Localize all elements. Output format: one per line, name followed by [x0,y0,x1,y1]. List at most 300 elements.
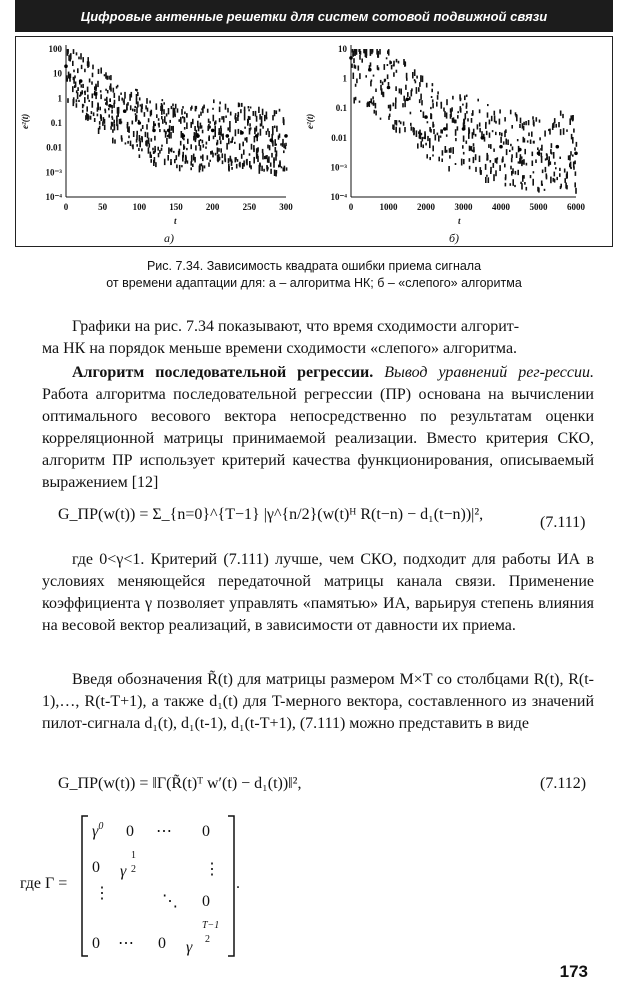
data-point [438,135,440,141]
data-point [250,165,252,169]
figure-caption [15,258,613,292]
data-point [186,113,188,118]
data-point [398,61,400,64]
data-point [570,151,572,155]
data-point [510,166,512,170]
data-point [503,141,505,144]
data-point [387,64,389,66]
data-point [511,154,513,158]
data-point [111,110,113,114]
data-point [174,111,176,116]
data-point [235,113,237,116]
data-point [75,82,77,88]
data-point [127,122,129,125]
data-point [249,123,251,126]
data-point [146,124,148,129]
data-point [184,112,186,115]
data-point [119,119,121,124]
data-point [485,164,487,170]
data-point [128,136,130,139]
data-point [116,116,118,122]
y-tick-label: 10⁻⁴ [45,192,62,202]
data-point [533,171,535,173]
data-point [469,158,471,162]
data-point [190,144,192,149]
data-point [202,140,204,144]
data-point [396,70,398,73]
data-point [569,155,571,161]
data-point [559,168,561,171]
y-tick-label: 10 [53,68,62,79]
data-point [275,147,277,152]
data-point [132,109,134,112]
data-point [510,144,512,146]
data-point [400,89,402,95]
data-point [92,94,94,99]
data-point [84,69,86,73]
data-point [148,118,150,122]
x-tick-label: 2000 [417,202,435,212]
paragraph-1-line-2: ма НК на порядок меньше времени сходимости «слепого» алгоритма. [42,340,518,357]
data-point [220,140,222,144]
data-point [161,116,163,119]
data-point [396,120,398,125]
data-point [416,76,418,79]
data-point [355,84,357,87]
data-point [568,155,570,160]
data-point [274,170,276,176]
data-point [407,92,409,97]
data-point [442,150,444,155]
data-point [539,120,541,123]
data-point [159,150,161,154]
y-tick-label: 10⁻⁴ [330,192,347,202]
data-point [550,161,552,165]
data-point [225,116,227,118]
data-point [169,132,171,139]
data-point [73,77,75,80]
data-point [136,135,138,140]
data-point [86,116,88,118]
data-point [517,139,519,141]
data-point [97,81,99,87]
data-point [228,158,230,163]
data-point [375,111,377,116]
data-point [389,114,391,117]
data-point [546,157,548,160]
data-point [248,109,250,111]
data-point [100,68,102,74]
data-point [132,145,134,148]
data-point [500,137,502,143]
data-point [548,160,550,166]
data-point [553,152,555,159]
data-point [149,143,151,147]
series-point [64,64,68,68]
data-point [257,156,259,162]
series-point [211,129,215,133]
data-point [469,166,471,170]
section-subtitle: Вывод уравнений рег-рессии. [384,364,594,381]
data-point [377,65,379,69]
data-point [194,126,196,131]
section-title: Алгоритм последовательной регрессии. [72,364,374,381]
paragraph-1 [42,316,594,360]
data-point [395,97,397,103]
data-point [432,83,434,86]
data-point [72,61,74,66]
data-point [495,121,497,124]
data-point [220,148,222,152]
data-point [139,154,141,158]
data-point [378,51,380,58]
data-point [213,115,215,122]
data-point [361,59,363,63]
data-point [73,70,75,73]
data-point [100,114,102,119]
data-point [178,119,180,122]
data-point [387,74,389,79]
panel-a-xlabel: t [174,216,177,226]
data-point [272,126,274,130]
data-point [210,152,212,155]
data-point [393,103,395,107]
data-point [247,119,249,123]
data-point [370,98,372,103]
data-point [136,107,138,113]
data-point [175,104,177,109]
data-point [146,98,148,104]
data-point [67,49,69,52]
data-point [87,95,89,100]
data-point [202,130,204,134]
data-point [173,108,175,114]
data-point [217,147,219,154]
data-point [280,143,282,145]
matrix-period: . [236,875,240,892]
data-point [539,137,541,140]
data-point [162,99,164,101]
data-point [91,111,93,114]
data-point [190,107,192,111]
data-point [531,132,533,137]
data-point [100,94,102,99]
data-point [537,147,539,150]
data-point [255,111,257,117]
data-point [176,155,178,160]
svg-text:γ: γ [186,939,193,956]
data-point [432,99,434,102]
series-point [349,56,353,60]
data-point [559,173,561,177]
data-point [449,155,451,158]
svg-text:1: 1 [131,850,136,861]
data-point [156,103,158,109]
data-point [81,65,83,69]
data-point [523,126,525,131]
data-point [212,108,214,110]
data-point [380,85,382,91]
data-point [203,105,205,109]
data-point [432,122,434,128]
series-point [255,134,259,138]
data-point [411,90,413,96]
data-point [270,169,272,174]
data-point [455,138,457,141]
data-point [90,116,92,120]
equation-7-111-number: (7.111) [540,514,586,531]
data-point [105,110,107,114]
data-point [574,147,576,150]
data-point [235,157,237,162]
data-point [383,92,385,97]
x-tick-label: 4000 [492,202,510,212]
data-point [230,112,232,116]
data-point [223,116,225,122]
data-point [352,53,354,56]
svg-text:2: 2 [131,864,136,875]
data-point [438,157,440,162]
panel-a-ylabel: e²(t) [20,113,30,129]
data-point [466,95,468,97]
data-point [68,55,70,61]
data-point [249,116,251,120]
data-point [521,161,523,166]
data-point [190,122,192,128]
data-point [184,127,186,130]
data-point [241,103,243,107]
data-point [463,136,465,142]
data-point [358,66,360,71]
data-point [532,116,534,119]
data-point [429,143,431,148]
data-point [226,143,228,150]
data-point [147,108,149,112]
data-point [244,127,246,129]
data-point [260,123,262,126]
data-point [402,103,404,107]
y-tick-label: 0.1 [335,103,347,114]
data-point [360,51,362,55]
data-point [548,156,550,161]
data-point [107,90,109,93]
svg-text:γ0: $\gamma^0$ [92,821,104,840]
data-point [394,120,396,125]
data-point [228,164,230,171]
panel-b-label: б) [449,231,460,245]
data-point [393,72,395,77]
data-point [473,150,475,153]
data-point [493,163,495,168]
data-point [433,129,435,134]
data-point [205,147,207,149]
data-point [276,170,278,174]
data-point [373,103,375,106]
svg-text:0: 0 [202,893,210,910]
data-point [359,55,361,60]
data-point [479,123,481,127]
data-point [552,126,554,131]
x-tick-label: 6000 [567,202,585,212]
data-point [229,121,231,128]
data-point [257,147,259,151]
data-point [114,139,116,143]
data-point [219,102,221,105]
series-point [94,92,98,96]
data-point [393,125,395,130]
data-point [514,185,516,187]
data-point [420,75,422,82]
data-point [166,113,168,116]
data-point [409,97,411,101]
data-point [181,165,183,167]
data-point [423,112,425,118]
data-point [121,138,123,142]
data-point [572,155,574,157]
data-point [87,114,89,121]
data-point [262,153,264,160]
data-point [415,81,417,84]
data-point [217,155,219,161]
data-point [371,80,373,82]
data-point [236,164,238,169]
data-point [267,128,269,131]
data-point [121,98,123,101]
data-point [406,78,408,81]
data-point [192,119,194,125]
y-tick-label: 1 [57,93,62,104]
data-point [446,113,448,119]
data-point [180,117,182,120]
series-point [387,86,391,90]
data-point [219,107,221,113]
data-point [225,104,227,110]
data-point [490,160,492,163]
data-point [466,111,468,114]
data-point [479,109,481,113]
data-point [271,134,273,139]
data-point [208,137,210,141]
data-point [267,158,269,162]
data-point [405,62,407,67]
data-point [194,157,196,163]
data-point [91,81,93,84]
data-point [507,140,509,146]
series-point [152,129,156,133]
data-point [239,163,241,167]
data-point [463,159,465,164]
data-point [87,87,89,93]
data-point [417,143,419,148]
data-point [72,86,74,92]
data-point [139,97,141,100]
data-point [353,58,355,63]
x-tick-label: 300 [279,202,293,212]
data-point [73,49,75,54]
data-point [139,141,141,148]
data-point [576,142,578,147]
data-point [110,88,112,92]
data-point [435,135,437,141]
data-point [473,129,475,136]
series-point [537,152,541,156]
data-point [556,177,558,180]
data-point [560,111,562,116]
data-point [249,153,251,155]
data-point [222,160,224,164]
data-point [511,171,513,176]
data-point [154,146,156,152]
data-point [84,91,86,93]
data-point [145,132,147,137]
data-point [67,98,69,103]
data-point [462,104,464,106]
data-point [150,159,152,163]
data-point [181,109,183,115]
paragraph-4: Введя обозначения R̃(t) для матрицы размером M×T со столбцами R(t), R(t-1),…, R(t-T+1), а также d₁(t) для T-мерного вектора, составленного из значений пилот-сигнала d₁(t), d₁(t-1), d₁(t-T+1), (7.111) можно представить в виде [42,671,594,732]
data-point [517,170,519,175]
data-point [437,95,439,100]
x-tick-label: 200 [205,202,220,212]
data-point [161,145,163,147]
x-tick-label: 50 [98,202,108,212]
data-point [104,119,106,124]
data-point [92,101,94,108]
data-point [150,155,152,159]
data-point [425,143,427,146]
data-point [138,148,140,151]
data-point [574,161,576,165]
data-point [135,89,137,91]
data-point [112,138,114,144]
data-point [489,133,491,138]
data-point [190,161,192,165]
data-point [403,96,405,101]
data-point [491,116,493,121]
data-point [410,123,412,126]
data-point [541,156,543,163]
panel-b-xlabel: t [458,216,461,226]
data-point [566,174,568,179]
data-point [182,116,184,118]
caption-line-2: от времени адаптации для: а – алгоритма НК; б – «слепого» алгоритма [106,276,522,290]
data-point [209,160,211,162]
data-point [219,136,221,140]
data-point [374,110,376,114]
data-point [545,158,547,160]
data-point [94,118,96,122]
data-point [244,138,246,141]
data-point [267,167,269,170]
data-point [222,153,224,158]
data-point [123,101,125,103]
data-point [93,112,95,116]
data-point [575,171,577,176]
data-point [427,121,429,123]
x-tick-label: 1000 [379,202,398,212]
data-point [242,163,244,169]
svg-text:⋯: ⋯ [156,823,172,840]
data-point [125,142,127,144]
data-point [544,189,546,191]
data-point [395,86,397,91]
data-point [359,101,361,103]
data-point [455,163,457,165]
data-point [124,92,126,99]
data-point [199,164,201,170]
data-point [523,175,525,179]
data-point [475,134,477,137]
